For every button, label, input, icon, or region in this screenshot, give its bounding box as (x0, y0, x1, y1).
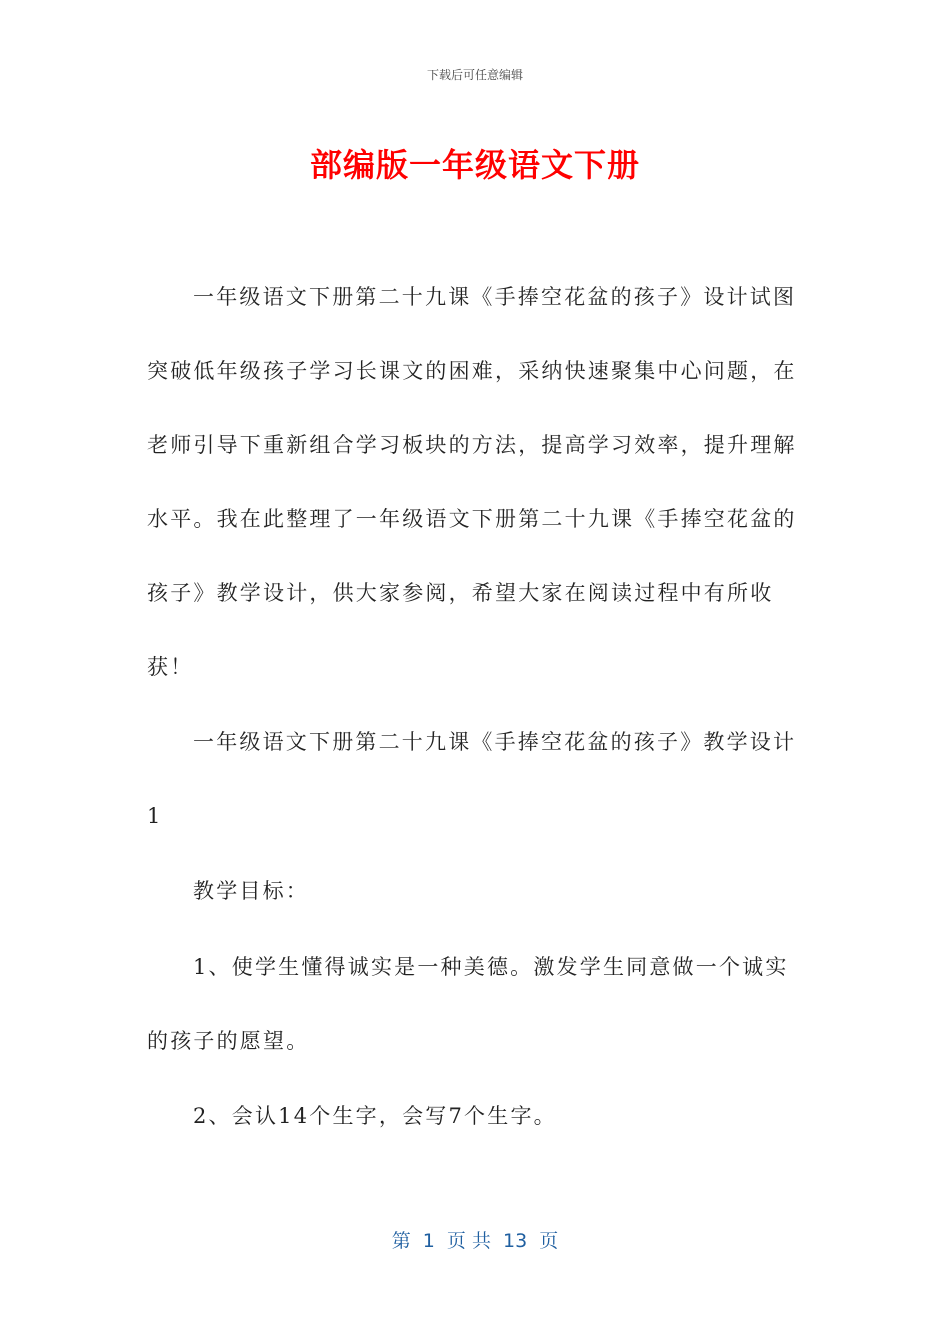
document-title: 部编版一年级语文下册 (309, 146, 640, 184)
paragraph-text: 一年级语文下册第二十九课《手捧空花盆的孩子》教学设计1 (147, 730, 797, 828)
page-number-footer: 第 1 页 共 13 页 (391, 1230, 559, 1252)
paragraph-text: 一年级语文下册第二十九课《手捧空花盆的孩子》设计试图突破低年级孩子学习长课文的困难，采纳快速聚集中心问题，在老师引导下重新组合学习板块的方法，提高学习效率，提升理解水平。我在此整理了一年级语文下册第二十九课《手捧空花盆的孩子》教学设计，供大家参阅，希望大家在阅读过程中有所收获！ (147, 285, 797, 679)
paragraph-text: 教学目标： (193, 879, 309, 903)
paragraph-objective-2 (147, 1079, 807, 1153)
header-note: 下载后可任意编辑 (426, 68, 523, 82)
paragraph-text: 2、会认14个生字，会写7个生字。 (193, 1104, 557, 1128)
paragraph-text: 1、使学生懂得诚实是一种美德。激发学生同意做一个诚实的孩子的愿望。 (147, 955, 789, 1053)
paragraph-lesson-title (147, 705, 807, 853)
paragraph-objectives-heading (147, 854, 807, 928)
paragraph-objective-1 (147, 930, 807, 1078)
paragraph-intro (147, 260, 807, 704)
